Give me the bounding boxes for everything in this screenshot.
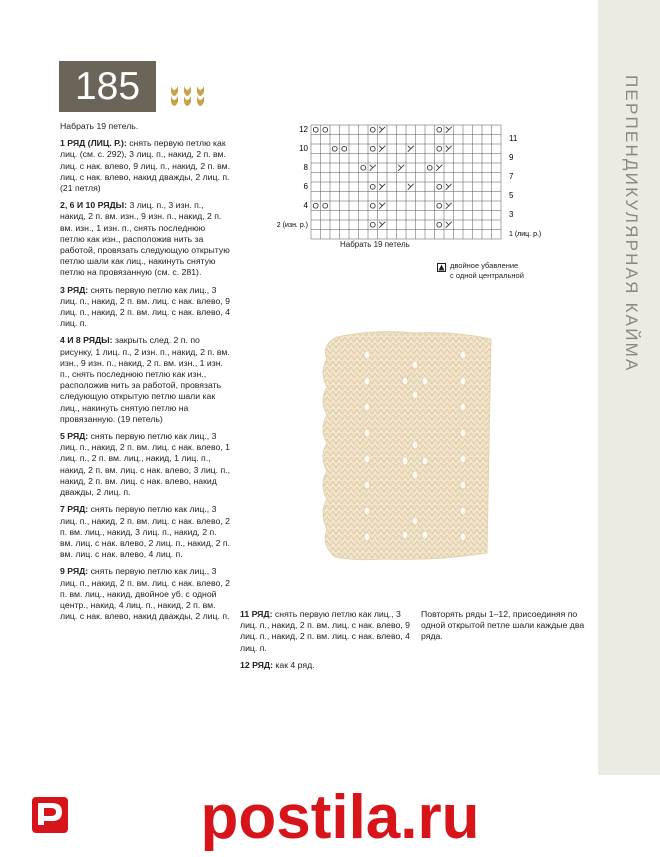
chart-symbols xyxy=(313,127,451,228)
yarn-over-symbol xyxy=(437,184,442,189)
decrease-symbol xyxy=(408,146,414,152)
legend-line: двойное убавление xyxy=(450,261,519,270)
row-label-right: 3 xyxy=(509,210,514,219)
yarn-over-symbol xyxy=(313,127,318,132)
knitted-swatch-photo xyxy=(315,325,495,565)
decrease-symbol xyxy=(398,165,404,171)
yarn-over-symbol xyxy=(437,127,442,132)
row-label-left: 2 (изн. р.) xyxy=(276,222,308,229)
row-instruction xyxy=(60,200,230,278)
row-label-left: 10 xyxy=(299,144,308,153)
yarn-over-symbol xyxy=(370,184,375,189)
double-decrease-icon xyxy=(437,263,446,272)
decrease-symbol xyxy=(370,165,376,171)
row-label: 2, 6 И 10 РЯДЫ: xyxy=(60,200,128,211)
row-label-right: 11 xyxy=(509,134,518,143)
instructions-middle xyxy=(240,609,410,677)
yarn-over-symbol xyxy=(323,203,328,208)
decrease-symbol xyxy=(446,184,452,190)
yarn-over-symbol xyxy=(323,127,328,132)
decrease-symbol xyxy=(379,146,385,152)
row-text: снять первую петлю как лиц., 3 лиц. п., накид, 2 п. вм. лиц. с нак. влево, 1 лиц. п., 2 п. вм. лиц., накид, 1 лиц. п., накид, 2 п. вм. лиц. с нак. влево, 3 лиц. п., накид, 2 п. вм. лиц. с нак. влево, накид дважды, 2 лиц. п. xyxy=(60,431,231,498)
chart-caption: Набрать 19 петель xyxy=(340,240,410,249)
row-text: 3 лиц. п., 3 изн. п., накид, 2 п. вм. изн., 9 изн. п., накид, 2 п. вм. изн., 1 изн. п., снять последнюю петлю как изн., расположив нить за работой, провязать следующую открытую петлю шали как лиц., накинуть снятую петлю на провязанную (см. с. 281). xyxy=(60,200,230,278)
yarn-over-symbol xyxy=(437,222,442,227)
yarn-over-symbol xyxy=(370,203,375,208)
row-instruction xyxy=(60,138,230,194)
yarn-over-symbol xyxy=(332,146,337,151)
footer-watermark xyxy=(0,775,660,857)
row-label-left: 6 xyxy=(303,182,308,191)
row-text: как 4 ряд. xyxy=(272,659,315,670)
yarn-over-symbol xyxy=(361,165,366,170)
row-instruction xyxy=(60,504,230,560)
stitch-pattern-icon xyxy=(168,84,208,110)
legend-text xyxy=(450,261,580,280)
row-instruction xyxy=(240,660,410,671)
decrease-symbol xyxy=(379,184,385,190)
yarn-over-symbol xyxy=(370,146,375,151)
row-label-right: 7 xyxy=(509,172,514,181)
yarn-over-symbol xyxy=(342,146,347,151)
instructions-right xyxy=(421,609,591,649)
row-label-left: 8 xyxy=(303,163,308,172)
row-text: снять первую петлю как лиц., 3 лиц. п., накид, 2 п. вм. лиц. с нак. влево, 9 лиц. п., накид, 2 п. вм. лиц. с нак. влево, 4 лиц. п. xyxy=(60,284,231,329)
decrease-symbol xyxy=(408,184,414,190)
decrease-symbol xyxy=(446,203,452,209)
row-label: 3 РЯД: xyxy=(60,284,89,295)
yarn-over-symbol xyxy=(437,203,442,208)
intro-text: Набрать 19 петель. xyxy=(60,121,139,131)
row-label: 4 И 8 РЯДЫ: xyxy=(60,335,113,346)
pattern-number: 185 xyxy=(59,61,156,112)
row-text: закрыть след. 2 п. по рисунку, 1 лиц. п., 2 изн. п., накид, 2 п. вм. изн., 9 изн. п., накид, 2 п. вм. изн., 1 изн. п., снять последнюю петлю как изн., расположив нить за работой, провязать следующую открытую петлю шали как лиц., накинуть снятую петлю на провязанную. (19 петель) xyxy=(60,335,230,424)
row-label: 7 РЯД: xyxy=(60,504,89,515)
row-label: 12 РЯД: xyxy=(240,659,273,670)
decrease-symbol xyxy=(446,222,452,228)
yarn-over-symbol xyxy=(427,165,432,170)
row-text: снять первую петлю как лиц., 3 лиц. п., накид, 2 п. вм. лиц. с нак. влево, 2 п. вм. лиц., накид, 3 лиц. п., накид, 2 п. вм. лиц. с нак. влево, 2 лиц. п., накид, 2 п. вм. лиц. с нак. влево, 4 лиц. п. xyxy=(60,504,231,560)
yarn-over-symbol xyxy=(437,146,442,151)
decrease-symbol xyxy=(379,222,385,228)
decrease-symbol xyxy=(446,146,452,152)
row-label-right: 9 xyxy=(509,153,514,162)
yarn-over-symbol xyxy=(370,222,375,227)
footer-logo-text: postila.ru xyxy=(200,783,480,852)
row-instruction xyxy=(60,335,230,425)
row-label: 11 РЯД: xyxy=(240,609,273,619)
legend-line: с одной центральной xyxy=(450,270,524,280)
instructions-left xyxy=(60,121,230,628)
row-label: 5 РЯД: xyxy=(60,431,89,442)
row-label: 9 РЯД: xyxy=(60,566,89,577)
row-text: снять первую петлю как лиц., 3 лиц. п., накид, 2 п. вм. лиц. с нак. влево, 2 п. вм. лиц., накид, двойное уб. с одной центр., накид, 4 лиц. п., накид, 2 п. вм. лиц. с нак. влево, накид дважды, 2 лиц. п. xyxy=(60,566,231,622)
row-label-left: 12 xyxy=(299,125,308,134)
knitting-chart xyxy=(276,121,542,251)
row-instruction xyxy=(60,431,230,498)
row-label-right: 5 xyxy=(509,191,514,200)
repeat-note: Повторять ряды 1–12, присоединяя по одной открытой петле шали каждые два ряда. xyxy=(421,609,585,642)
decrease-symbol xyxy=(379,203,385,209)
decrease-symbol xyxy=(436,165,442,171)
row-text: снять первую петлю как лиц. (см. с. 292), 3 лиц. п., накид, 2 п. вм. лиц. с нак. влево, 9 лиц. п., накид, 2 п. вм. лиц. с нак. влево, накид дважды, 2 лиц. п. (21 петля) xyxy=(60,138,231,194)
chart-grid xyxy=(311,125,501,239)
row-instruction xyxy=(60,566,230,622)
decrease-symbol xyxy=(446,127,452,133)
row-text: снять первую петлю как лиц., 3 лиц. п., накид, 2 п. вм. лиц. с нак. влево, 9 лиц. п., накид, 2 п. вм. лиц. с нак. влево, 4 лиц. п. xyxy=(240,609,411,653)
row-instruction xyxy=(60,285,230,330)
row-label-right: 1 (лиц. р.) xyxy=(509,231,542,238)
yarn-over-symbol xyxy=(313,203,318,208)
section-title: ПЕРПЕНДИКУЛЯРНАЯ КАЙМА xyxy=(622,75,641,373)
row-instruction xyxy=(240,609,410,654)
row-label-left: 4 xyxy=(303,201,308,210)
row-label: 1 РЯД (ЛИЦ. Р.): xyxy=(60,138,127,149)
yarn-over-symbol xyxy=(370,127,375,132)
decrease-symbol xyxy=(379,127,385,133)
